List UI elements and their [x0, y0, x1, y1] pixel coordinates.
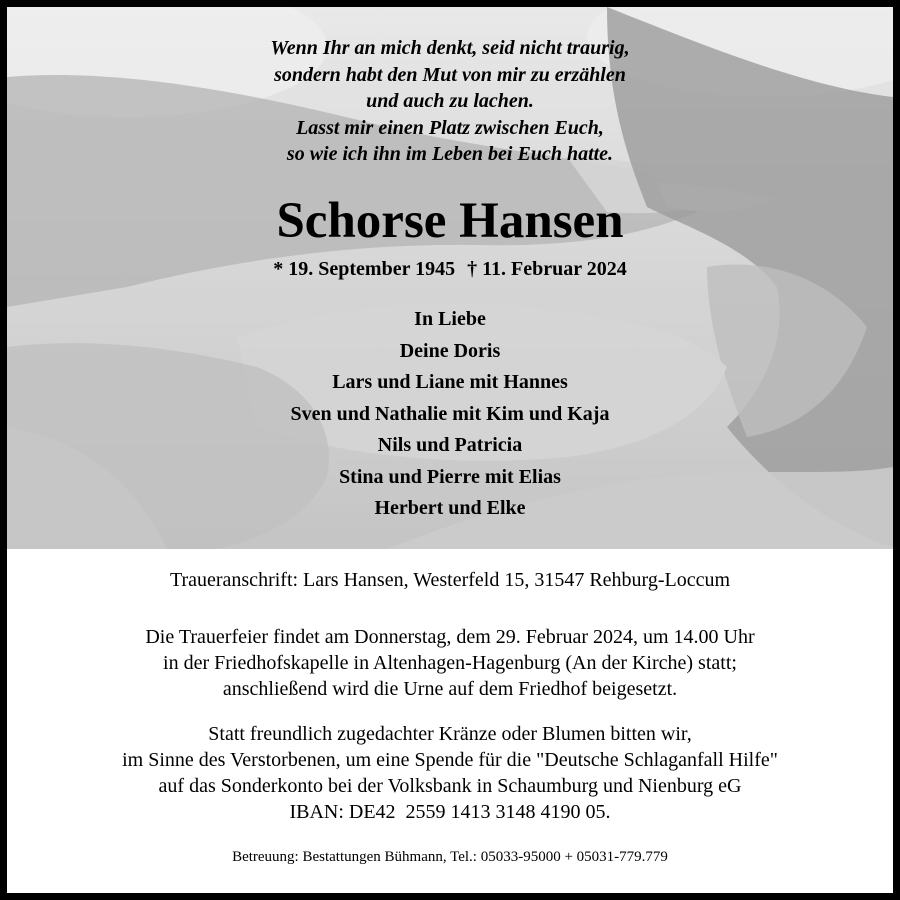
donation-line: Statt freundlich zugedachter Kränze oder Blumen bitten wir,: [208, 723, 692, 745]
memorial-verse: [7, 35, 893, 168]
donation-line: im Sinne des Verstorbenen, um eine Spende für die "Deutsche Schlaganfall Hilfe": [122, 749, 778, 771]
mourner-line: Herbert und Elke: [374, 497, 526, 519]
death-date: † 11. Februar 2024: [467, 258, 627, 280]
verse-line: so wie ich ihn im Leben bei Euch hatte.: [286, 143, 614, 165]
donation-request: [7, 721, 893, 825]
life-dates: [7, 255, 893, 283]
funeral-line: anschließend wird die Urne auf dem Friedhof beigesetzt.: [222, 678, 678, 700]
donation-line: auf das Sonderkonto bei der Volksbank in Schaumburg und Nienburg eG: [158, 775, 742, 797]
funeral-line: in der Friedhofskapelle in Altenhagen-Hagenburg (An der Kirche) statt;: [163, 652, 737, 674]
birth-date: * 19. September 1945: [273, 258, 456, 280]
mourner-line: Nils und Patricia: [377, 434, 523, 456]
funeral-details: [7, 624, 893, 702]
mourner-line: Lars und Liane mit Hannes: [332, 371, 568, 393]
verse-line: und auch zu lachen.: [366, 90, 534, 112]
verse-line: Wenn Ihr an mich denkt, seid nicht traurig,: [270, 37, 630, 59]
mourner-line: Sven und Nathalie mit Kim und Kaja: [290, 402, 610, 425]
funeral-home-contact: Betreuung: Bestattungen Bühmann, Tel.: 05033-95000 + 05031-779.779: [232, 849, 668, 865]
deceased-name: Schorse Hansen: [276, 193, 624, 249]
mourner-line: In Liebe: [414, 308, 486, 330]
hands-photo: [7, 7, 893, 549]
mourner-line: Deine Doris: [399, 339, 501, 362]
verse-line: Lasst mir einen Platz zwischen Euch,: [296, 116, 604, 139]
photo-text-overlay: [7, 7, 893, 549]
mourning-address: Traueranschrift: Lars Hansen, Westerfeld 15, 31547 Rehburg-Loccum: [169, 569, 731, 591]
iban-line: IBAN: DE42 2559 1413 3148 4190 05.: [289, 801, 611, 823]
mourner-line: Stina und Pierre mit Elias: [339, 465, 561, 488]
mourners-list: [7, 304, 893, 525]
funeral-line: Die Trauerfeier findet am Donnerstag, dem 29. Februar 2024, um 14.00 Uhr: [145, 626, 755, 648]
verse-line: sondern habt den Mut von mir zu erzählen: [274, 63, 626, 86]
